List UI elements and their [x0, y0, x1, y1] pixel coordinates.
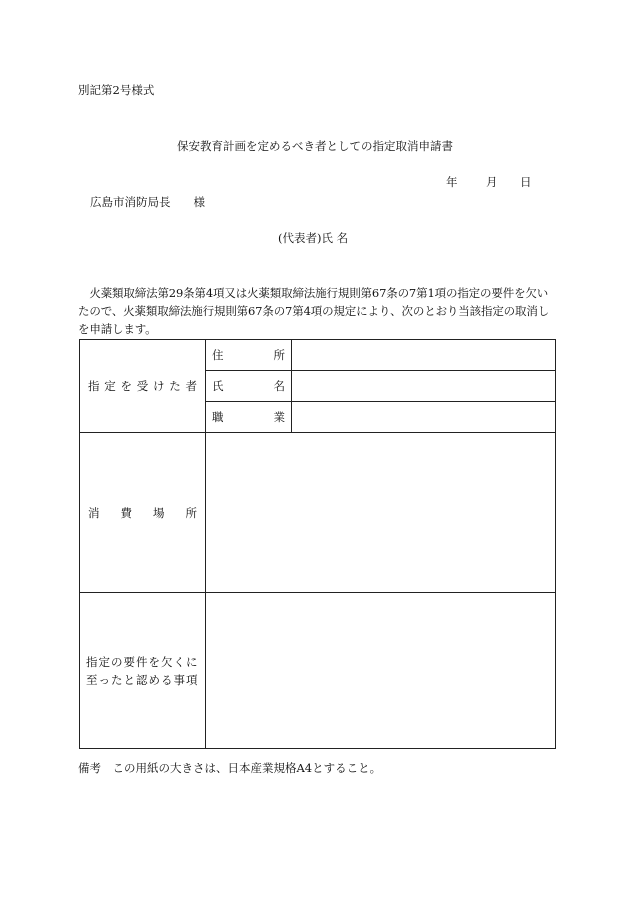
occupation-label-char: 業 [273, 410, 285, 424]
designated-person-char: け [153, 379, 165, 393]
designated-person-cell [80, 340, 206, 433]
representative-name-label: (代表者)氏 名 [278, 231, 349, 245]
date-line [446, 174, 532, 190]
page-title: 保安教育計画を定めるべき者としての指定取消申請書 [177, 139, 453, 153]
form-number: 別記第2号様式 [78, 83, 155, 97]
occupation-label-cell [206, 402, 292, 433]
body-text: 火薬類取締法第29条第4項又は火薬類取締法施行規則第67条の7第1項の指定の要件を欠いたので、火薬類取締法施行規則第67条の7第4項の規定により、次のとおり当該指定の取消しを申請します。 [78, 286, 550, 336]
name-label-char: 名 [273, 379, 285, 393]
address-label-char: 住 [212, 348, 224, 362]
consumption-place-char: 費 [120, 505, 132, 520]
requirement-field[interactable] [206, 593, 556, 749]
designated-person-char: を [120, 379, 132, 393]
name-label-char: 氏 [212, 379, 224, 393]
consumption-place-field[interactable] [206, 433, 556, 593]
addressee: 広島市消防局長 様 [90, 195, 205, 209]
consumption-place-label-cell [80, 433, 206, 593]
table-row [80, 340, 556, 371]
designated-person-char: 定 [104, 379, 116, 393]
consumption-place-char: 場 [153, 505, 165, 520]
consumption-place-char: 所 [185, 505, 197, 520]
consumption-place-char: 消 [88, 505, 100, 520]
application-table [79, 339, 556, 749]
date-month-label: 月 [486, 175, 498, 189]
date-day-label: 日 [520, 175, 532, 189]
name-field[interactable] [292, 371, 556, 402]
designated-person-char: 者 [185, 379, 197, 393]
designated-person-char: た [169, 379, 181, 393]
designated-person-char: 指 [88, 379, 100, 393]
address-label-cell [206, 340, 292, 371]
designated-person-label [80, 378, 205, 394]
address-label-char: 所 [273, 348, 285, 362]
address-field[interactable] [292, 340, 556, 371]
name-label-cell [206, 371, 292, 402]
designated-person-char: 受 [136, 379, 149, 393]
requirement-label: 指定の要件を欠くに至ったと認める事項 [86, 654, 199, 687]
occupation-field[interactable] [292, 402, 556, 433]
table-row [80, 593, 556, 749]
remarks: 備考 この用紙の大きさは、日本産業規格A4とすること。 [78, 761, 382, 775]
date-year-label: 年 [446, 175, 458, 189]
requirement-label-cell [80, 593, 206, 749]
occupation-label-char: 職 [212, 410, 224, 424]
table-row [80, 433, 556, 593]
